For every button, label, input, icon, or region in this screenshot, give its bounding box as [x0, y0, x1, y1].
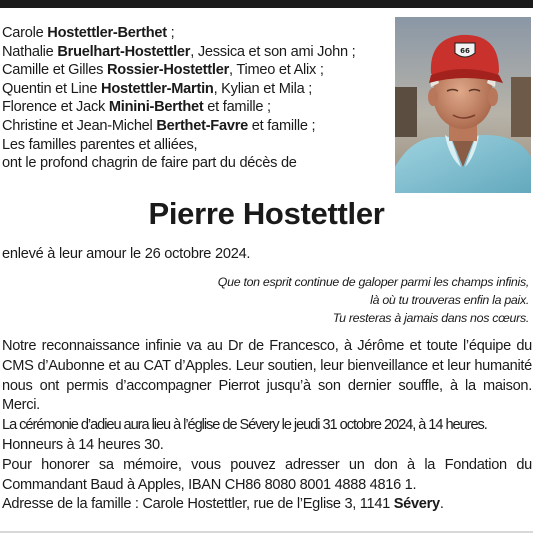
mourner-line [2, 80, 390, 99]
mourner-text: ; [166, 25, 175, 41]
honneurs-paragraph: Honneurs à 14 heures 30. [2, 436, 164, 453]
mourner-line [2, 61, 390, 80]
mourner-text: , Jessica et son ami John ; [190, 43, 356, 60]
mourner-line [2, 117, 390, 136]
mourner-text: , Kylian et Mila ; [213, 80, 313, 97]
mourner-text: Quentin et Line [2, 80, 102, 97]
address-city: Sévery [393, 496, 440, 513]
mourners-list [2, 24, 390, 173]
mourner-text: Camille et Gilles [2, 62, 107, 79]
ceremony-paragraph: La cérémonie d’adieu aura lieu à l’église de Sévery le jeudi 31 octobre 2024, à 14 heures. [2, 417, 487, 434]
quote-line: Que ton esprit continue de galoper parmi les champs infinis, [217, 275, 529, 289]
address-text: Adresse de la famille : Carole Hostettler, rue de l’Eglise 3, 1141 [2, 496, 394, 513]
epitaph-quote [218, 274, 529, 327]
mourner-surname: Minini-Berthet [108, 99, 204, 116]
mourner-line [2, 24, 390, 43]
top-border [0, 0, 533, 8]
mourner-line [2, 98, 390, 117]
mourner-text: et famille ; [203, 99, 271, 116]
mourner-text: Florence et Jack [2, 99, 109, 116]
mourner-line [2, 43, 390, 62]
address-end: . [439, 496, 444, 513]
mourner-surname: Bruelhart-Hostettler [57, 43, 191, 60]
mourner-surname: Hostettler-Berthet [47, 25, 167, 41]
mourner-surname: Hostettler-Martin [101, 80, 214, 97]
mourner-text: Les familles parentes et alliées, [2, 136, 198, 153]
announcement-body [2, 337, 532, 515]
portrait-photo [395, 17, 531, 193]
mourner-text: Nathalie [2, 43, 58, 60]
address-paragraph [2, 495, 532, 515]
mourner-text: , Timeo et Alix ; [229, 62, 324, 79]
cap-badge-text: 66 [460, 47, 470, 55]
mourner-surname: Rossier-Hostettler [106, 62, 229, 79]
mourner-text: ont le profond chagrin de faire part du décès de [2, 155, 297, 172]
death-date-line: enlevé à leur amour le 26 octobre 2024. [2, 246, 251, 262]
mourner-line [2, 136, 390, 155]
mourner-text: et famille ; [248, 117, 316, 134]
quote-line: Tu resteras à jamais dans nos cœurs. [332, 310, 529, 325]
mourner-text: Christine et Jean-Michel [2, 117, 157, 134]
quote-line: là où tu trouveras enfin la paix. [370, 292, 529, 307]
mourner-line [2, 154, 390, 173]
thanks-paragraph: Notre reconnaissance infinie va au Dr de Francesco, à Jérôme et toute l’équipe du CMS d’Aubonne et au CAT d’Apples. Leur soutien, leur bienveillance et leur humanité nous ont permis d’accompagner Pierrot jusqu’à son dernier souffle, à la maison. Merci. [2, 338, 532, 414]
mourner-surname: Berthet-Favre [156, 117, 248, 134]
mourner-text: Carole [2, 25, 48, 41]
deceased-name: Pierre Hostettler [148, 196, 385, 231]
donation-paragraph: Pour honorer sa mémoire, vous pouvez adresser un don à la Fondation du Commandant Baud à Apples, IBAN CH86 8080 8001 4888 4816 1. [2, 456, 532, 493]
